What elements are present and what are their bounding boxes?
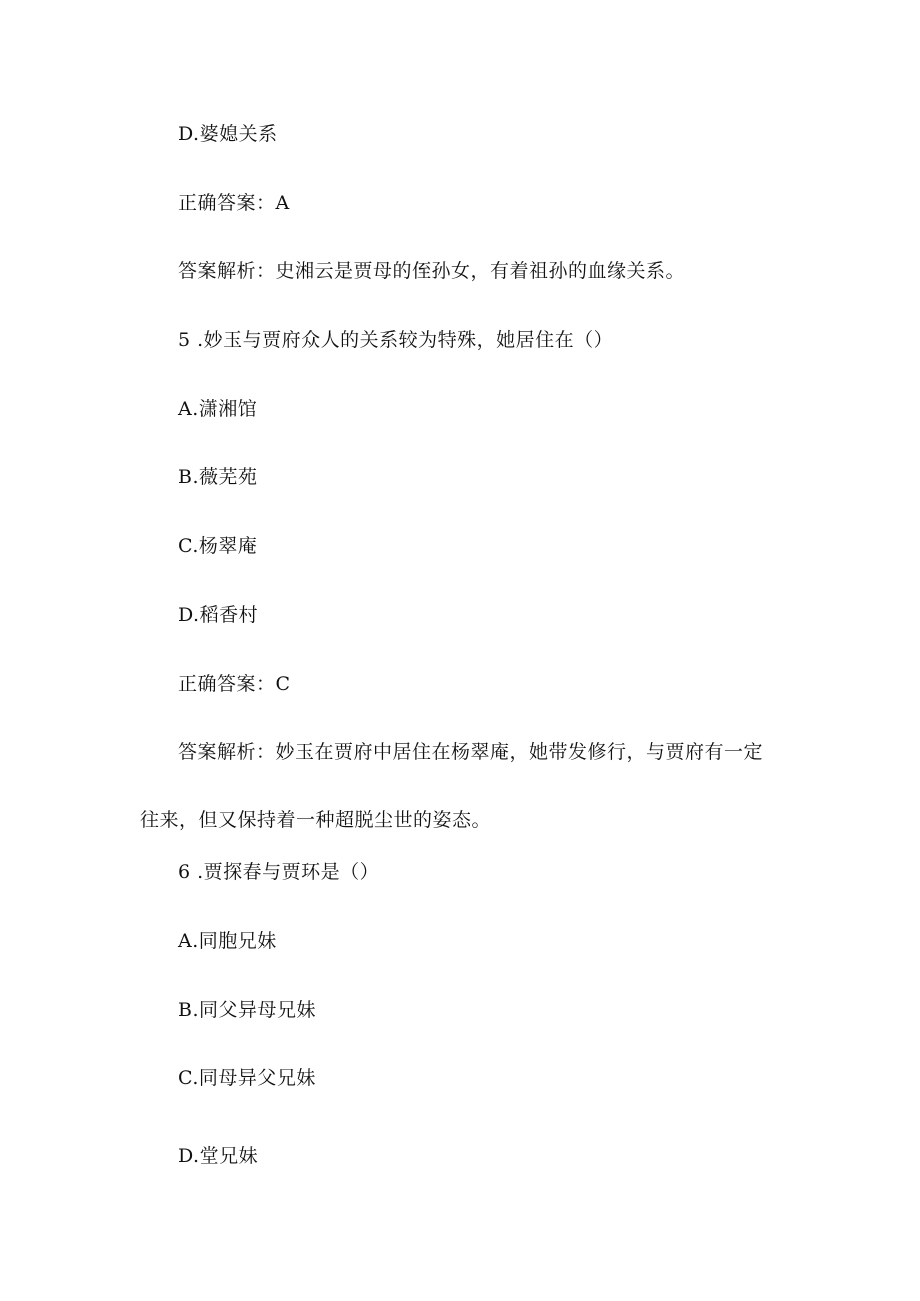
q5-question: 5 .妙玉与贾府众人的关系较为特殊，她居住在（） xyxy=(178,329,614,351)
q6-option-a: A.同胞兄妹 xyxy=(178,930,277,952)
q6-option-b: B.同父异母兄妹 xyxy=(178,999,317,1021)
q6-option-d: D.堂兄妹 xyxy=(178,1145,259,1167)
q5-option-a: A.潇湘馆 xyxy=(178,398,258,420)
q6-option-c: C.同母异父兄妹 xyxy=(178,1067,316,1089)
q4-correct-answer: 正确答案：A xyxy=(178,192,290,214)
q5-correct-answer: 正确答案：C xyxy=(178,673,291,695)
q5-option-c: C.杨翠庵 xyxy=(178,535,258,557)
q5-option-d: D.稻香村 xyxy=(178,604,259,626)
q5-analysis: 答案解析：妙玉在贾府中居住在杨翠庵，她带发修行，与贾府有一定往来，但又保持着一种超脱尘世的姿态。 xyxy=(140,741,764,831)
q4-analysis: 答案解析：史湘云是贾母的侄孙女，有着祖孙的血缘关系。 xyxy=(178,260,686,282)
q6-question: 6 .贾探春与贾环是（） xyxy=(178,861,380,883)
q5-option-b: B.薇芜苑 xyxy=(178,466,258,488)
q4-option-d: D.婆媳关系 xyxy=(178,123,278,145)
